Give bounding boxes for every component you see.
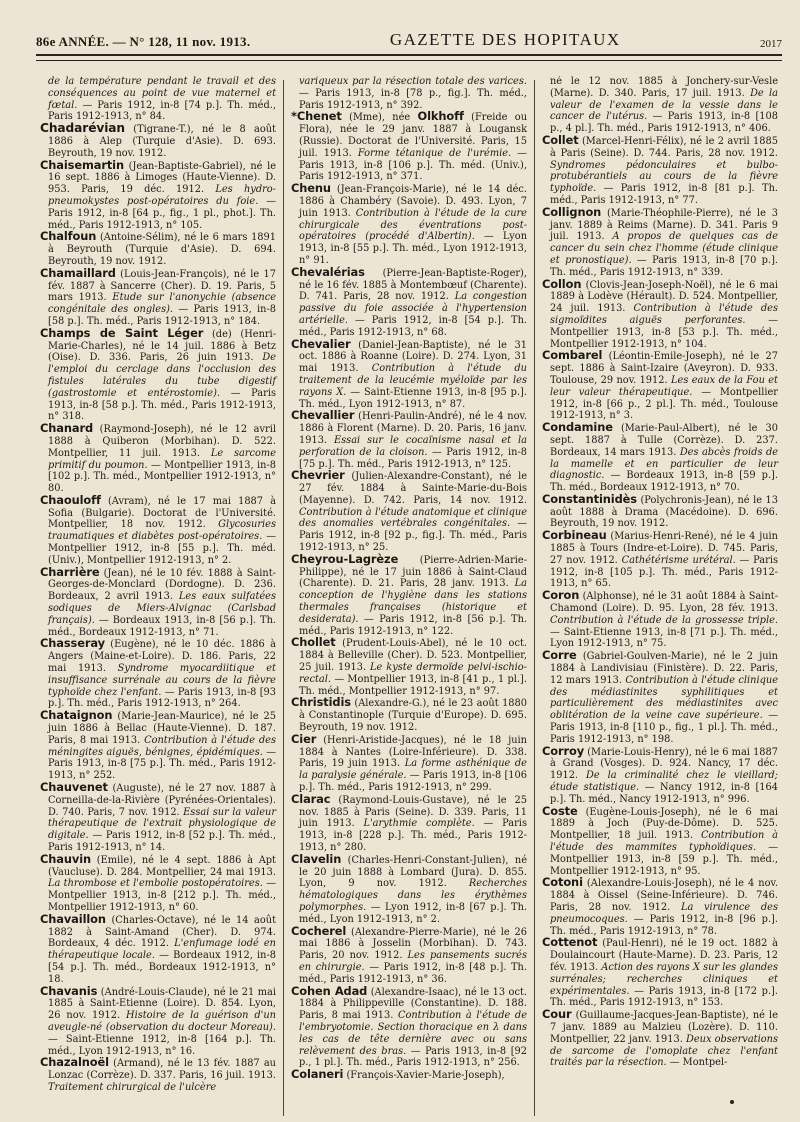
thesis-title: Contribution à l'étude du traitement de la leucémie myéloïde par les rayons X. xyxy=(299,363,527,398)
thesis-entry xyxy=(291,470,527,554)
entry-details: (Jean), né le 10 fév. 1888 à Saint-Georges-de-Monclard (Dordogne). D. 236. Bordeaux, 2 avril 1913. xyxy=(48,567,276,603)
column-right xyxy=(538,76,782,1116)
entry-details: — Nancy 1912, in-8 [164 p.]. Th. méd., Nancy 1912-1913, n° 996. xyxy=(550,782,778,805)
author-name: Charrière xyxy=(40,564,100,579)
author-name: Collet xyxy=(542,132,579,147)
entry-details: — Paris 1912, in-8 [48 p.]. Th. méd., Paris 1912-1913, n° 36. xyxy=(299,961,527,985)
entry-details: (Louis-Jean-François), né le 17 fév. 1887 à Sancerre (Cher). D. 19. Paris, 5 mars 1913. xyxy=(48,268,276,304)
thesis-entry xyxy=(291,336,527,411)
entry-details: (François-Xavier-Marie-Joseph), xyxy=(343,1070,505,1082)
entry-details: (Léontin-Emile-Joseph), né le 27 sept. 1886 à Saint-Izaire (Aveyron). D. 933. Toulouse, 29 nov. 1912. xyxy=(550,351,778,386)
thesis-title: Contribution à l'étude des mammites typhoïdiques. xyxy=(550,830,778,853)
entry-details: (de) (Henri-Marie-Charles), né le 14 juil. 1886 à Betz (Oise). D. 336. Paris, 26 juin 1913. xyxy=(48,328,277,364)
author-name: Combarel xyxy=(542,348,603,363)
entry-details: (Gabriel-Goulven-Marie), né le 2 juin 1884 à Landivisiau (Finistère). D. 22. Paris, 12 mars 1913. xyxy=(550,651,778,686)
entry-details: — Montpellier 1912, in-8 [55 p.]. Th. méd. (Univ.), Montpellier 1912-1913, n° 2. xyxy=(48,531,276,566)
entry-details: — Paris 1912, in-8 [92 p., fig.]. Th. méd., Paris 1912-1913, n° 25. xyxy=(299,518,527,554)
entry-details: (Marcel-Henri-Félix), né le 2 avril 1885 à Paris (Seine). D. 744. Paris, 28 nov. 1912. xyxy=(550,135,778,159)
author-name: Cohen Adad xyxy=(291,983,368,998)
thesis-entry xyxy=(542,937,778,1009)
author-name: Chevallier xyxy=(291,408,355,423)
author-name: Christidis xyxy=(291,695,351,710)
maiden-name: Olkhoff xyxy=(417,109,464,124)
thesis-entry xyxy=(291,551,527,638)
thesis-title: L'enfumage iodé en thérapeutique locale. xyxy=(48,938,276,962)
thesis-title: Action des rayons X sur les glandes surrénales; recherches cliniques et expérimentales. xyxy=(550,961,778,997)
author-name: Collignon xyxy=(542,204,602,219)
entry-details: — Paris 1913, in-8 [106 p.]. Th. méd. (Univ.), Paris 1912-1913, n° 371. xyxy=(299,147,527,183)
entry-details: (Charles-Octave), né le 14 août 1882 à Saint-Amand (Cher). D. 974. Bordeaux, 4 déc. 1912. xyxy=(48,914,276,950)
thesis-entry xyxy=(40,423,276,495)
author-name: Constantinidès xyxy=(542,491,637,506)
header-rule-thick xyxy=(36,54,782,56)
entry-details: (Henri-Aristide-Jacques), né le 18 juin 1884 à Nantes (Loire-Inférieure). D. 338. Paris, 19 juin 1913. xyxy=(299,734,527,770)
entry-details: (Alexandre-Isaac), né le 13 oct. 1884 à Philippeville (Constantine). D. 188. Paris, 8 mai 1913. xyxy=(299,986,527,1022)
entry-details: (Marie-Louis-Henry), né le 6 mai 1887 à Grand (Vosges). D. 924. Nancy, 17 déc. 1912. xyxy=(550,746,778,782)
entry-details: (Raymond-Joseph), né le 12 avril 1888 à Quiberon (Morbihan). D. 522. Montpellier, 11 juil. 1913. xyxy=(48,424,276,459)
entry-details: — Paris 1912, in-8 [54 p.]. Th. méd., Paris 1912-1913, n° 68. xyxy=(299,314,527,338)
entry-details: — Bordeaux 1913, in-8 [59 p.]. Th. méd., Bordeaux 1912-1913, n° 70. xyxy=(550,470,778,494)
thesis-entry xyxy=(542,204,778,279)
entry-details: — Montpellier 1913, in-8 [212 p.]. Th. méd., Montpellier 1912-1913, n° 60. xyxy=(48,878,276,913)
entry-details: (Paul-Henri), né le 19 oct. 1882 à Doulaincourt (Haute-Marne). D. 23. Paris, 12 fév. 1913. xyxy=(550,938,778,973)
author-name: Chanard xyxy=(40,421,94,436)
author-name: Cocherel xyxy=(291,923,347,938)
entry-details: (Jean-François-Marie), né le 14 déc. 1886 à Chambéry (Savoie). D. 493. Lyon, 7 juin 1913. xyxy=(299,184,527,219)
entry-details: (Marius-Henri-René), né le 4 juin 1885 à Tours (Indre-et-Loire). D. 745. Paris, 27 nov. 1912. xyxy=(550,531,778,566)
entry-details: — Paris 1913, in-8 [70 p.]. Th. méd., Paris 1912-1913, n° 339. xyxy=(550,254,778,278)
thesis-title: Les eaux de la Fou et leur valeur thérapeutique. xyxy=(550,374,778,398)
thesis-title: Forme tétanique de l'urémie. xyxy=(357,147,512,159)
author-name: Chazalnoël xyxy=(40,1055,109,1070)
author-name: Chataignon xyxy=(40,708,113,723)
entry-details: (Raymond-Louis-Gustave), né le 25 nov. 1885 à Paris (Seine). D. 339. Paris, 11 juin 1913. xyxy=(299,794,527,830)
thesis-title: Contribution à l'étude anatomique et clinique des anomalies vertébrales congénitales. xyxy=(299,506,527,530)
entry-details: — Bordeaux 1913, in-8 [56 p.]. Th. méd., Bordeaux 1912-1913, n° 71. xyxy=(48,614,276,638)
author-name: Clarac xyxy=(291,791,331,806)
thesis-title: La congestion passive du foie associée à l'hypertension artérielle. xyxy=(299,291,528,326)
thesis-title: Essai sur le cocaïnisme nasal et la perforation de la cloison. xyxy=(299,434,527,458)
margin-dot xyxy=(730,1100,734,1104)
thesis-title: Etude sur l'anonychie (absence congénitale des ongles). xyxy=(48,292,276,316)
thesis-title: Essai sur la valeur thérapeutique de l'extrait physiologique de digitale. xyxy=(48,806,276,842)
entry-details: (Eugène), né le 10 déc. 1886 à Angers (Maine-et-Loire). D. 186. Paris, 22 mai 1913. xyxy=(48,639,276,675)
page-number: 2017 xyxy=(760,38,782,50)
entry-details: — Lyon 1913, in-8 [55 p.]. Th. méd., Lyon 1912-1913, n° 91. xyxy=(299,231,527,266)
thesis-entry xyxy=(40,564,277,639)
thesis-entry xyxy=(291,76,527,111)
thesis-title: Contribution à l'étude de la cure chirurgicale des éventrations post-opératoires (procédé d'Albertin). xyxy=(299,207,527,243)
author-name: Chalfoun xyxy=(40,229,97,244)
thesis-entry xyxy=(542,491,778,530)
author-name: Corre xyxy=(542,648,577,663)
thesis-title: Contribution à l'étude des sigmoïdites aiguës perforantes. xyxy=(550,303,778,326)
author-name: Chevrier xyxy=(291,468,345,483)
thesis-title: Le kyste dermoïde pelvi-ischio-rectal. xyxy=(299,662,527,685)
thesis-entry xyxy=(291,731,527,794)
thesis-title: Glycosuries traumatiques et diabètes post-opératoires. xyxy=(48,519,276,543)
author-name: Cour xyxy=(542,1007,572,1022)
thesis-entry xyxy=(542,590,778,650)
entry-details: (Pierre-Jean-Baptiste-Roger), né le 16 fév. 1885 à Montembœuf (Charente). D. 741. Paris, 28 nov. 1912. xyxy=(299,267,527,303)
entry-details: — Paris 1912, in-8 [75 p.]. Th. méd., Paris 1912-1913, n° 125. xyxy=(299,446,527,470)
thesis-title: Deux observations de sarcome de l'omoplate chez l'enfant traités par la résection. xyxy=(550,1033,778,1069)
author-name: Cier xyxy=(291,731,317,746)
author-name: *Chenet xyxy=(291,109,342,124)
author-name: Chauvenet xyxy=(40,780,108,795)
thesis-title: Contribution à l'étude clinique des médiastinites syphilitiques et particulièrement des médiastinites avec oblitération de la veine cave supérieure. xyxy=(550,674,778,722)
thesis-title: La conception de l'hygiène dans les stations thermales françaises (historique et desiderata). xyxy=(299,578,527,625)
author-name: Champs de Saint Léger xyxy=(40,325,204,340)
entry-details: — Paris 1912, in-8 [52 p.]. Th. méd., Paris 1912-1913, n° 14. xyxy=(48,830,276,853)
thesis-title: Des abcès froids de la mamelle et en particulier de leur diagnostic. xyxy=(550,446,779,482)
thesis-entry xyxy=(40,782,276,854)
entry-details: (André-Louis-Claude), né le 21 mai 1885 à Saint-Etienne (Loire). D. 854. Lyon, 26 nov. 1912. xyxy=(48,986,276,1022)
entry-details: (Eugène-Louis-Joseph), né le 6 mai 1889 à Joch (Puy-de-Dôme). D. 525. Montpellier, 18 juil. 1913. xyxy=(550,806,778,842)
column-divider xyxy=(534,80,535,1116)
thesis-entry xyxy=(40,851,276,914)
thesis-entry xyxy=(40,325,277,423)
thesis-entry xyxy=(40,157,276,232)
entry-details: — Paris 1912, in-8 [105 p.]. Th. méd., Paris 1912-1913, n° 65. xyxy=(550,554,778,590)
thesis-title: Syndromes pédonculaires et bulbo-protubérantiels au cours de la fièvre typhoïde. xyxy=(550,159,778,195)
entry-details: — Montpellier 1913, in-8 [102 p.]. Th. méd., Montpellier 1912-1913, n° 80. xyxy=(48,459,277,495)
entry-details: — Paris 1913, in-8 [106 p.]. Th. méd., Paris 1912-1913, n° 299. xyxy=(299,770,527,794)
thesis-entry xyxy=(542,650,778,745)
column-left xyxy=(36,76,280,1116)
thesis-title: Le sarcome primitif du poumon. xyxy=(48,447,276,471)
thesis-title: Traitement chirurgical de l'ulcère xyxy=(48,1081,217,1093)
entry-details: (Marie-Théophile-Pierre), né le 3 janv. 1889 à Reims (Marne). D. 341. Paris 9 juil. 1913. xyxy=(550,207,778,243)
thesis-entry xyxy=(291,697,527,733)
thesis-entry xyxy=(291,410,527,470)
author-name: Chevalier xyxy=(291,336,351,351)
thesis-entry xyxy=(542,1009,778,1069)
entry-details: — Paris 1913, in-8 [92 p., 1 pl.]. Th. méd., Paris 1912-1913, n° 256. xyxy=(299,1045,527,1069)
thesis-entry xyxy=(542,743,778,806)
text-columns xyxy=(36,76,782,1116)
thesis-entry xyxy=(542,350,778,422)
thesis-entry xyxy=(542,530,778,590)
author-name: Condamine xyxy=(542,420,613,435)
thesis-entry xyxy=(40,1057,276,1093)
entry-details: — Montpellier 1913, in-8 [41 p., 1 pl.]. Th. méd., Montpellier 1912-1913, n° 97. xyxy=(299,673,527,697)
thesis-entry xyxy=(291,983,527,1070)
author-name: Cotoni xyxy=(542,875,583,890)
author-name: Chadarévian xyxy=(40,121,125,136)
entry-details: — Paris 1913, in-8 [75 p.]. Th. méd., Paris 1912-1913, n° 252. xyxy=(48,746,277,782)
entry-details: (Alphonse), né le 31 août 1884 à Saint-Chamond (Loire). D. 95. Lyon, 28 fév. 1913. xyxy=(550,591,778,615)
author-name: Cottenot xyxy=(542,935,598,950)
entry-details: — Montpellier 1913, in-8 [53 p.]. Th. méd., Montpellier 1912-1913, n° 104. xyxy=(550,314,778,350)
entry-details: (Charles-Henri-Constant-Julien), né le 20 juin 1888 à Lombard (Jura). D. 855. Lyon, 9 nov. 1912. xyxy=(299,854,527,890)
author-name: Corbineau xyxy=(542,528,607,543)
thesis-entry xyxy=(40,265,277,328)
author-name: Chamaillard xyxy=(40,265,116,280)
entry-details: — Paris 1913, in-8 [108 p., 4 pl.]. Th. méd., Paris 1912-1913, n° 406. xyxy=(550,111,778,135)
entry-details: (Avram), né le 17 mai 1887 à Sofia (Bulgarie). Doctorat de l'Université. Montpellier, 18 nov. 1912. xyxy=(48,495,276,531)
entry-details: — Bordeaux 1912, in-8 [54 p.]. Th. méd., Bordeaux 1912-1913, n° 18. xyxy=(48,950,276,985)
entry-details: (Guillaume-Jacques-Jean-Baptiste), né le 7 janv. 1889 au Malzieu (Lozère). D. 110. Montpellier, 22 janv. 1913. xyxy=(550,1010,778,1045)
entry-details: — Paris 1913, in-8 [58 p.]. Th. méd., Paris 1912-1913, n° 318. xyxy=(48,387,276,423)
author-name: Chollet xyxy=(291,635,336,650)
entry-details: (Auguste), né le 27 nov. 1887 à Corneilla-de-la-Rivière (Pyrénées-Orientales). D. 740. Paris, 7 nov. 1912. xyxy=(48,783,276,818)
entry-details: — Paris 1913, in-8 [110 p., fig., 1 pl.]. Th. méd., Paris 1912-1913, n° 198. xyxy=(550,710,778,745)
thesis-entry xyxy=(291,264,528,339)
entry-details: — Paris 1912, in-8 [64 p., fig., 1 pl., phot.]. Th. méd., Paris 1912-1913, n° 105. xyxy=(48,195,276,231)
author-name: Chaisemartin xyxy=(40,157,124,172)
thesis-entry xyxy=(542,877,778,937)
thesis-title: Les eaux sulfatées sodiques de Miers-Alvignac (Carlsbad français). xyxy=(48,591,277,626)
entry-details: né le 12 nov. 1885 à Jonchery-sur-Vesle (Marne). D. 340. Paris, 17 juil. 1913. xyxy=(550,76,778,99)
entry-details: (Emile), né le 4 sept. 1886 à Apt (Vaucluse). D. 284. Montpellier, 24 mai 1913. xyxy=(48,854,276,878)
thesis-entry xyxy=(291,791,527,854)
author-name: Chavanis xyxy=(40,983,98,998)
entry-details: — Paris 1912, in-8 [74 p.]. Th. méd., Paris 1912-1913, n° 84. xyxy=(48,99,276,123)
author-name: Chavaillon xyxy=(40,911,106,926)
entry-details: — Montpel- xyxy=(666,1057,728,1069)
thesis-title: De l'emploi du cerclage dans l'occlusion des fistules latérales du tube digestif (gastrostomie et entérostomie). xyxy=(48,352,276,399)
entry-details: (Tigrane-T.), né le 8 août 1886 à Alep (Turquie d'Asie). D. 693. Beyrouth, 19 nov. 1912. xyxy=(48,124,276,159)
thesis-entry xyxy=(40,492,276,567)
author-name: Cheyrou-Lagrèze xyxy=(291,551,399,566)
entry-details: (Pierre-Adrien-Marie-Philippe), né le 17 juin 1886 à Saint-Claud (Charente). D. 21. Paris, 28 janv. 1913. xyxy=(299,554,527,590)
entry-details: — Lyon 1912, in-8 [67 p.]. Th. méd., Lyon 1912-1913, n° 2. xyxy=(299,901,527,925)
entry-details: (Marie-Paul-Albert), né le 30 sept. 1887 à Tulle (Corrèze). D. 237. Bordeaux, 14 mars 1913. xyxy=(550,423,778,458)
author-name: Chauvin xyxy=(40,851,92,866)
author-name: Corroy xyxy=(542,743,585,758)
entry-details: — Paris 1913, in-8 [93 p.]. Th. méd., Paris 1912-1913, n° 264. xyxy=(48,686,277,710)
author-name: Collon xyxy=(542,276,582,291)
thesis-entry xyxy=(291,1069,527,1082)
author-name: Chasseray xyxy=(40,636,105,651)
thesis-entry xyxy=(291,851,527,926)
thesis-entry xyxy=(542,276,778,351)
author-name: Chenu xyxy=(291,181,331,196)
entry-details: — Paris 1913, in-8 [172 p.]. Th. méd., Paris 1912-1913, n° 153. xyxy=(550,985,778,1009)
thesis-title: La forme asthénique de la paralysie générale. xyxy=(299,758,527,782)
entry-details: (Alexandre-Pierre-Marie), né le 26 mai 1886 à Josselin (Morbihan). D. 743. Paris, 20 nov. 1912. xyxy=(299,926,527,962)
entry-details: (Henri-Paulin-André), né le 4 nov. 1886 à Florent (Marne). D. 20. Paris, 16 janv. 1913. xyxy=(299,411,527,446)
thesis-title: De la valeur de l'examen de la vessie dans le cancer de l'utérus. xyxy=(550,87,778,123)
thesis-entry xyxy=(40,638,276,710)
entry-details: (Jean-Baptiste-Gabriel), né le 16 sept. 1886 à Limoges (Haute-Vienne). D. 953. Paris, 19 déc. 1912. xyxy=(48,160,276,196)
author-name: Chaouloff xyxy=(40,492,101,507)
thesis-title: De la criminalité chez le vieillard; étude statistique. xyxy=(550,770,778,794)
entry-details: — Paris 1912, in-8 [56 p.]. Th. méd., Paris 1912-1913, n° 122. xyxy=(299,613,527,637)
thesis-entry xyxy=(40,123,276,159)
entry-details: — Saint-Etienne 1912, in-8 [164 p.]. Th. méd., Lyon 1912-1913, n° 16. xyxy=(48,1033,276,1057)
thesis-title: Cathétérisme urétéral. xyxy=(621,554,736,566)
thesis-title: Les pansements sucrés en chirurgie. xyxy=(299,950,527,973)
thesis-title: La thrombose et l'embolie postopératoires. xyxy=(48,878,263,890)
thesis-entry xyxy=(291,111,527,183)
column-middle xyxy=(287,76,531,1116)
thesis-entry xyxy=(40,710,276,782)
author-name: Clavelin xyxy=(291,851,342,866)
entry-details: (Clovis-Jean-Joseph-Noël), né le 6 mai 1889 à Lodève (Hérault). D. 524. Montpellier, 24 juil. 1913. xyxy=(550,279,778,315)
entry-details: — Paris 1912, in-8 [96 p.]. Th. méd., Paris 1912-1913, n° 78. xyxy=(550,913,778,937)
author-name: Chevalérias xyxy=(291,264,365,279)
thesis-title: A propos de quelques cas de cancer du sein chez l'homme (étude clinique et pronostique). xyxy=(550,231,778,266)
page-header xyxy=(36,14,782,50)
entry-details: — Paris 1912, in-8 [81 p.]. Th. méd., Paris 1912-1913, n° 77. xyxy=(550,183,778,206)
journal-title: GAZETTE DES HOPITAUX xyxy=(389,30,621,49)
entry-details: (Alexandre-Louis-Joseph), né le 4 nov. 1884 à Oissel (Seine-Inférieure). D. 746. Paris, 28 nov. 1912. xyxy=(550,878,778,913)
entry-details: — Paris 1913, in-8 [228 p.]. Th. méd., Paris 1912-1913, n° 280. xyxy=(299,818,527,853)
entry-details: (Alexandre-G.), né le 23 août 1880 à Constantinople (Turquie d'Europe). D. 695. Beyrouth, 19 nov. 1912. xyxy=(299,698,527,734)
thesis-title: Les hydro-pneumokystes post-opératoires du foie. xyxy=(48,184,276,207)
entry-details: — Saint-Etienne 1913, in-8 [71 p.]. Th. méd., Lyon 1912-1913, n° 75. xyxy=(550,626,778,650)
thesis-entry xyxy=(542,132,778,207)
thesis-title: Contribution à l'étude de la grossesse triple. xyxy=(550,614,778,626)
thesis-entry xyxy=(542,76,778,135)
entry-details: (Marie-Jean-Maurice), né le 25 juin 1886 à Bellac (Haute-Vienne). D. 187. Paris, 8 mai 1913. xyxy=(48,711,276,746)
thesis-title: Contribution à l'étude de l'embryotomie. Section thoracique en λ dans les cas de tête dernière avec ou sans relèvement des bras. xyxy=(299,1010,527,1057)
thesis-title: de la température pendant le travail et des conséquences au point de vue maternel et fœtal. xyxy=(48,76,276,111)
entry-details: (Freide ou Flora), née le 29 janv. 1887 à Lougansk (Russie). Doctorat de l'Université. Paris, 15 juil. 1913. xyxy=(299,112,527,159)
entry-details: (Armand), né le 13 fév. 1887 au Lonzac (Corrèze). D. 337. Paris, 16 juil. 1913. xyxy=(48,1058,276,1082)
thesis-title: Recherches hématologiques dans les érythèmes polymorphes. xyxy=(299,878,527,913)
entry-details: (Polychronis-Jean), né le 13 août 1888 à Drama (Macédoine). D. 696. Beyrouth, 19 nov. 1912. xyxy=(550,494,778,530)
thesis-entry xyxy=(291,923,527,986)
entry-details: (Prudent-Louis-Abel), né le 10 oct. 1884 à Belleville (Cher). D. 523. Montpellier, 25 juil. 1913. xyxy=(299,638,527,674)
entry-details: (Daniel-Jean-Baptiste), né le 31 oct. 1886 à Roanne (Loire). D. 274. Lyon, 31 mai 1913. xyxy=(299,339,527,375)
thesis-entry xyxy=(40,983,276,1058)
entry-details: (Julien-Alexandre-Constant), né le 27 fév. 1884 à Sainte-Marie-du-Bois (Mayenne). D. 742. Paris, 14 nov. 1912. xyxy=(299,471,527,506)
header-rule-thin xyxy=(36,60,782,61)
thesis-entry xyxy=(40,911,276,986)
thesis-title: Contribution à l'étude des méningites aiguës, bénignes, épidémiques. xyxy=(48,734,276,758)
author-name: Coron xyxy=(542,588,580,603)
thesis-entry xyxy=(291,637,527,697)
entry-details: — Saint-Etienne 1913, in-8 [95 p.]. Th. méd., Lyon 1912-1913, n° 87. xyxy=(299,386,527,410)
column-divider xyxy=(283,80,284,1116)
thesis-entry xyxy=(40,76,276,123)
entry-details: — Montpellier 1913, in-8 [59 p.]. Th. méd., Montpellier 1912-1913, n° 95. xyxy=(550,842,778,877)
thesis-entry xyxy=(542,803,778,878)
thesis-title: Syndrome myocardiitique et insuffisance surrénale au cours de la fièvre typhoïde chez l'enfant. xyxy=(48,663,276,698)
entry-details: (Mme), née xyxy=(341,112,418,124)
thesis-title: variqueux par la résection totale des varices. xyxy=(299,76,527,87)
thesis-title: L'arythmie complète. xyxy=(363,818,475,830)
thesis-title: Histoire de la guérison d'un aveugle-né (observation du docteur Moreau). xyxy=(48,1010,276,1033)
entry-details: — Montpellier 1912, in-8 [66 p., 2 pl.]. Th. méd., Toulouse 1912-1913, n° 3. xyxy=(550,386,778,422)
author-name: Coste xyxy=(542,803,578,818)
author-name: Colaneri xyxy=(291,1067,344,1082)
thesis-title: La virulence des pneumocoques. xyxy=(550,901,778,925)
thesis-entry xyxy=(40,231,276,267)
entry-details: — Paris 1913, in-8 [58 p.]. Th. méd., Paris 1912-1913, n° 184. xyxy=(48,304,277,327)
issue-info: 86e ANNÉE. — N° 128, 11 nov. 1913. xyxy=(36,34,251,49)
entry-details: — Paris 1913, in-8 [78 p., fig.]. Th. méd., Paris 1912-1913, n° 392. xyxy=(299,87,527,111)
thesis-entry xyxy=(542,422,778,494)
thesis-entry xyxy=(291,183,527,267)
entry-details: (Antoine-Sélim), né le 6 mars 1891 à Beyrouth (Turquie d'Asie). D. 694. Beyrouth, 19 nov. 1912. xyxy=(48,232,276,267)
